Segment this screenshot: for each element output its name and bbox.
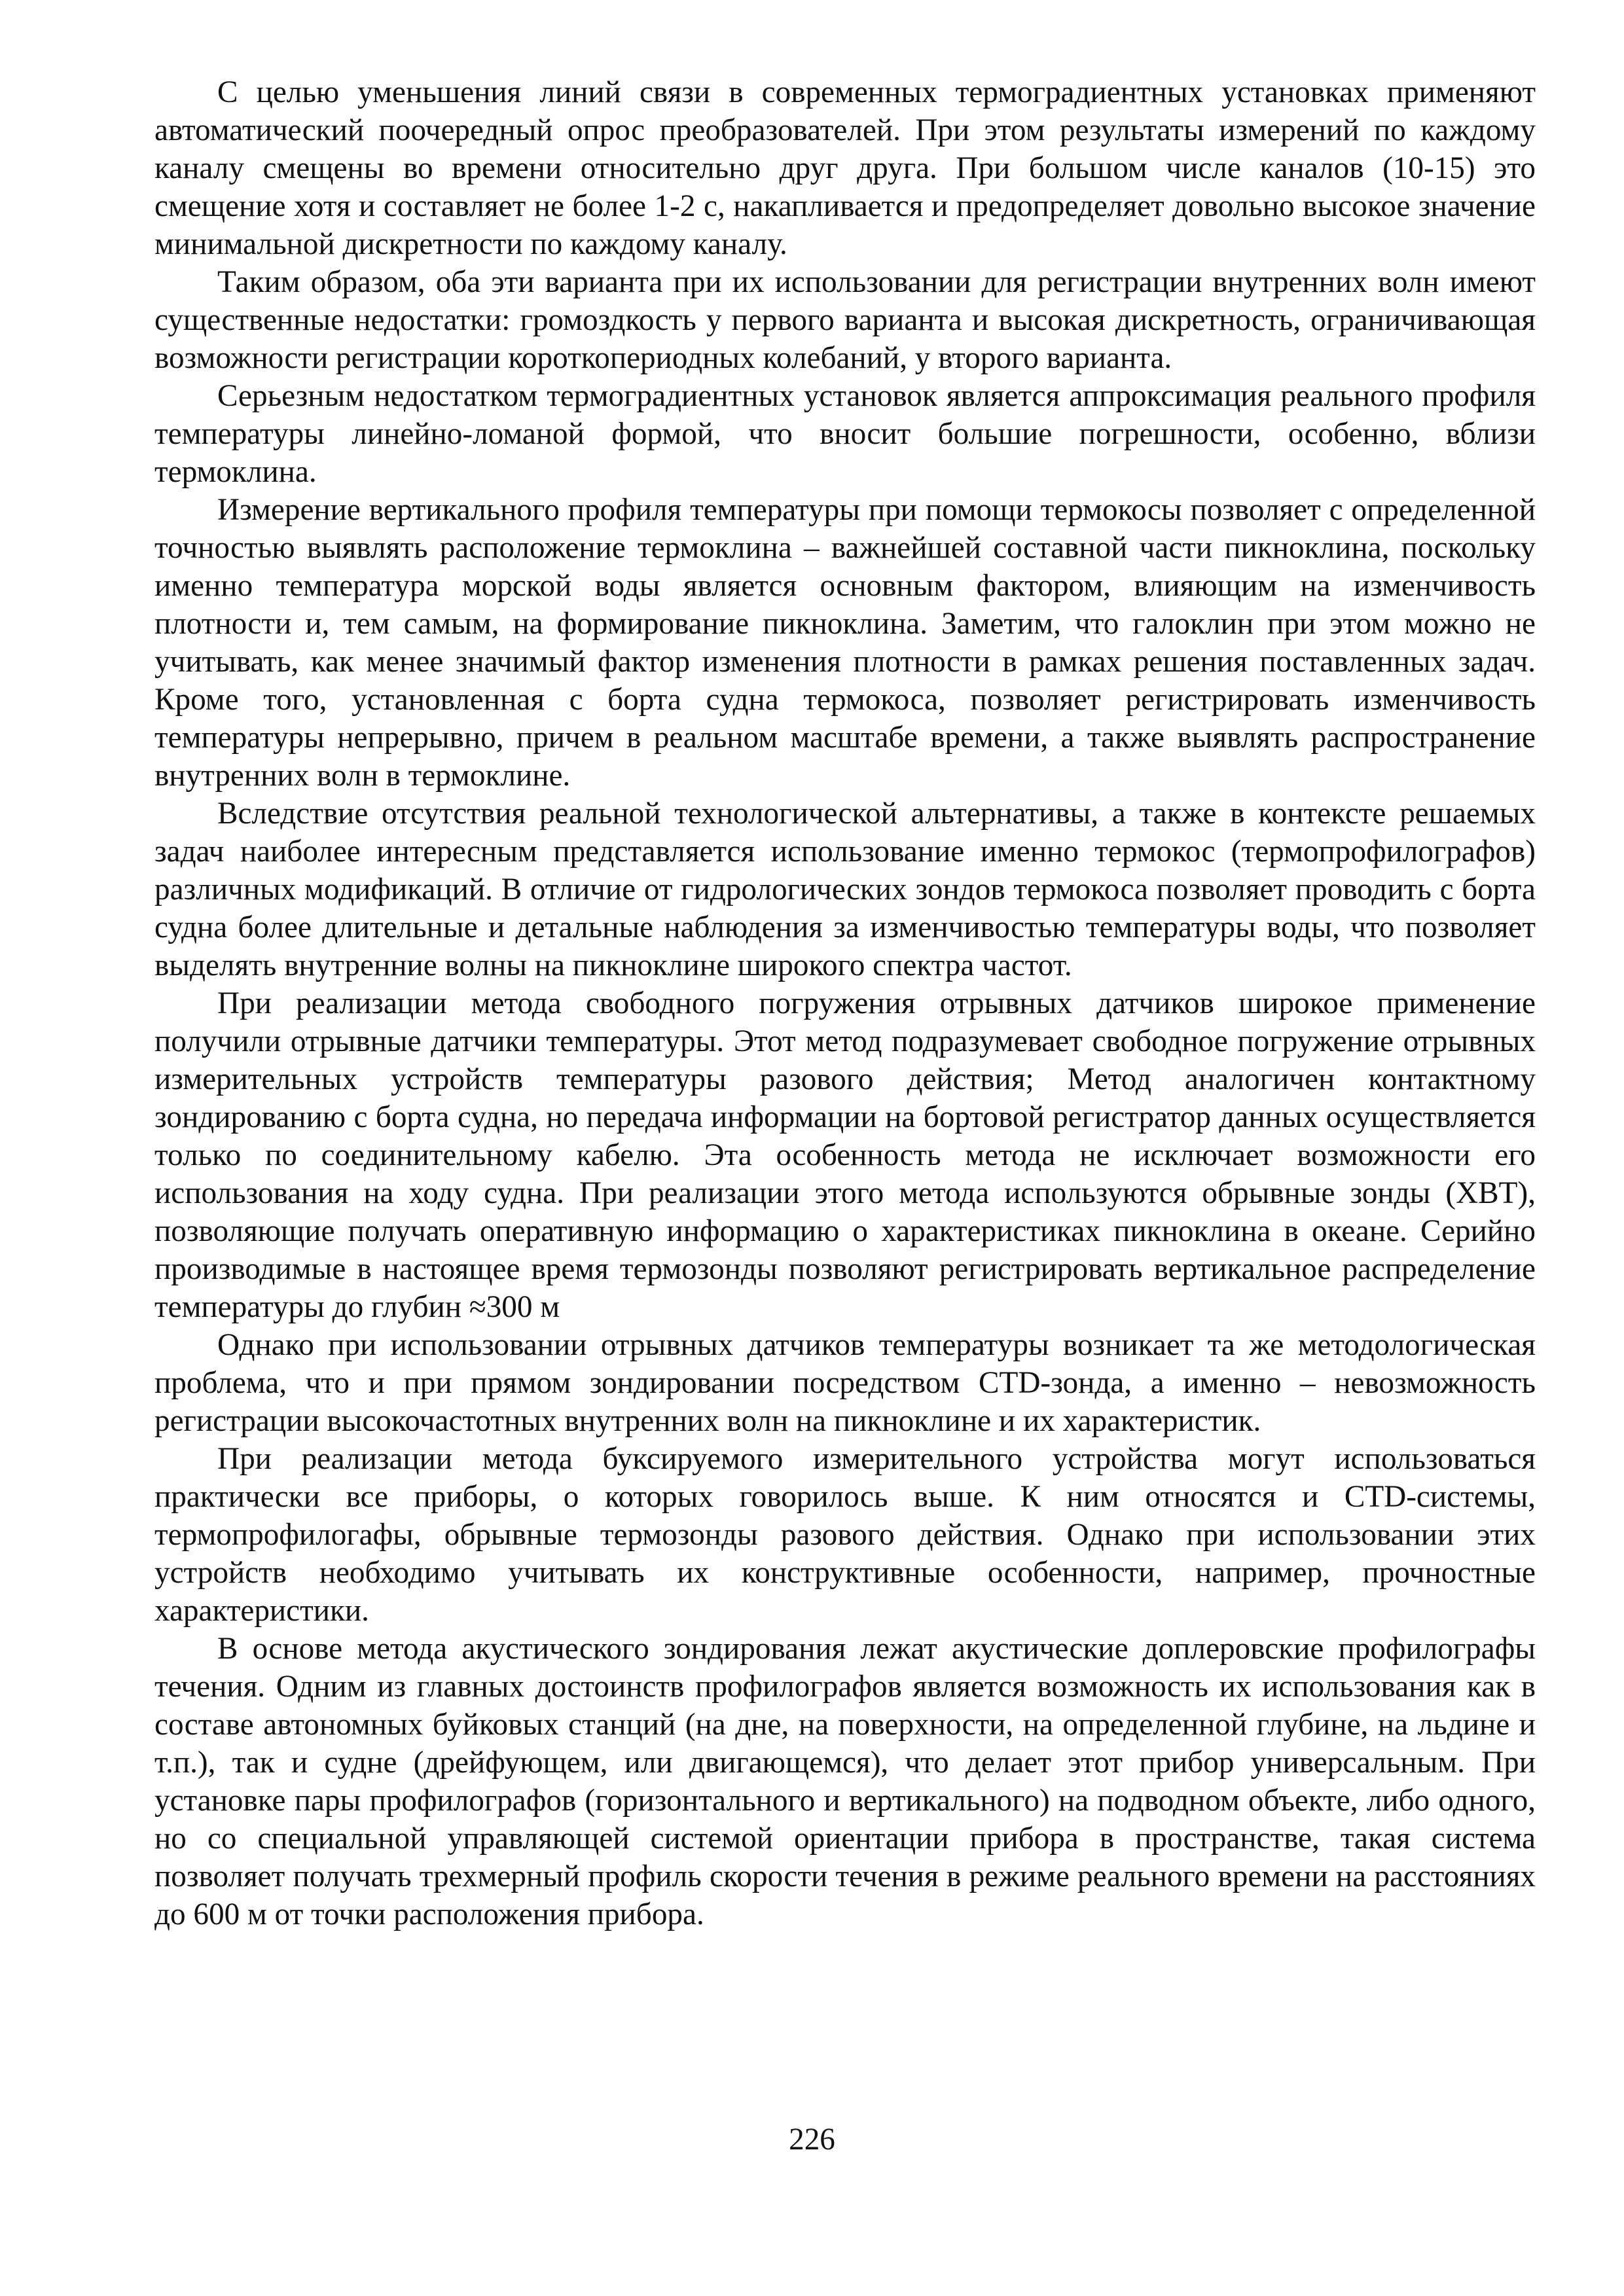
paragraph: Серьезным недостатком термоградиентных установок является аппроксимация реального профиля температуры линейно-ломаной формой, что вносит большие погрешности, особенно, вблизи термоклина. (154, 379, 1536, 489)
page-number: 226 (789, 2123, 835, 2157)
paragraph: Измерение вертикального профиля температуры при помощи термокосы позволяет с определенной точностью выявлять расположение термоклина – важнейшей составной части пикноклина, поскольку именно температура морской воды является основным фактором, влияющим на изменчивость плотности и, тем самым, на формирование пикноклина. Заметим, что галоклин при этом можно не учитывать, как менее значимый фактор изменения плотности в рамках решения поставленных задач. Кроме того, установленная с борта судна термокоса, позволяет регистрировать изменчивость температуры непрерывно, причем в реальном масштабе времени, а также выявлять распространение внутренних волн в термоклине. (154, 493, 1536, 793)
paragraph: В основе метода акустического зондирования лежат акустические доплеровские профилографы течения. Одним из главных достоинств профилографов является возможность их использования как в составе автономных буйковых станций (на дне, на поверхности, на определенной глубине, на льдине и т.п.), так и судне (дрейфующем, или двигающемся), что делает этот прибор универсальным. При установке пары профилографов (горизонтального и вертикального) на подводном объекте, либо одного, но со специальной управляющей системой ориентации прибора в пространстве, такая система позволяет получать трехмерный профиль скорости течения в режиме реального времени на расстояниях до 600 м от точки расположения прибора. (154, 1632, 1536, 1931)
paragraph: При реализации метода свободного погружения отрывных датчиков широкое применение получили отрывные датчики температуры. Этот метод подразумевает свободное погружение отрывных измерительных устройств температуры разового действия; Метод аналогичен контактному зондированию с борта судна, но передача информации на бортовой регистратор данных осуществляется только по соединительному кабелю. Эта особенность метода не исключает возможности его использования на ходу судна. При реализации этого метода используются обрывные зонды (XBT), позволяющие получать оперативную информацию о характеристиках пикноклина в океане. Серийно производимые в настоящее время термозонды позволяют регистрировать вертикальное распределение температуры до глубин ≈300 м (154, 986, 1536, 1324)
paragraph: Таким образом, оба эти варианта при их использовании для регистрации внутренних волн имеют существенные недостатки: громоздкость у первого варианта и высокая дискретность, ограничивающая возможности регистрации короткопериодных колебаний, у второго варианта. (154, 265, 1536, 375)
paragraph: Однако при использовании отрывных датчиков температуры возникает та же методологическая проблема, что и при прямом зондировании посредством CTD-зонда, а именно – невозможность регистрации высокочастотных внутренних волн на пикноклине и их характеристик. (154, 1328, 1536, 1438)
document-body (154, 73, 1536, 1933)
paragraph: При реализации метода буксируемого измерительного устройства могут использоваться практически все приборы, о которых говорилось выше. К ним относятся и CTD-системы, термопрофилогафы, обрывные термозонды разового действия. Однако при использовании этих устройств необходимо учитывать их конструктивные особенности, например, прочностные характеристики. (154, 1442, 1536, 1628)
paragraph: С целью уменьшения линий связи в современных термоградиентных установках применяют автоматический поочередный опрос преобразователей. При этом результаты измерений по каждому каналу смещены во времени относительно друг друга. При большом числе каналов (10-15) это смещение хотя и составляет не более 1-2 с, накапливается и предопределяет довольно высокое значение минимальной дискретности по каждому каналу. (154, 75, 1536, 261)
paragraph: Вследствие отсутствия реальной технологической альтернативы, а также в контексте решаемых задач наиболее интересным представляется использование именно термокос (термопрофилографов) различных модификаций. В отличие от гидрологических зондов термокоса позволяет проводить с борта судна более длительные и детальные наблюдения за изменчивостью температуры воды, что позволяет выделять внутренние волны на пикноклине широкого спектра частот. (154, 797, 1536, 982)
